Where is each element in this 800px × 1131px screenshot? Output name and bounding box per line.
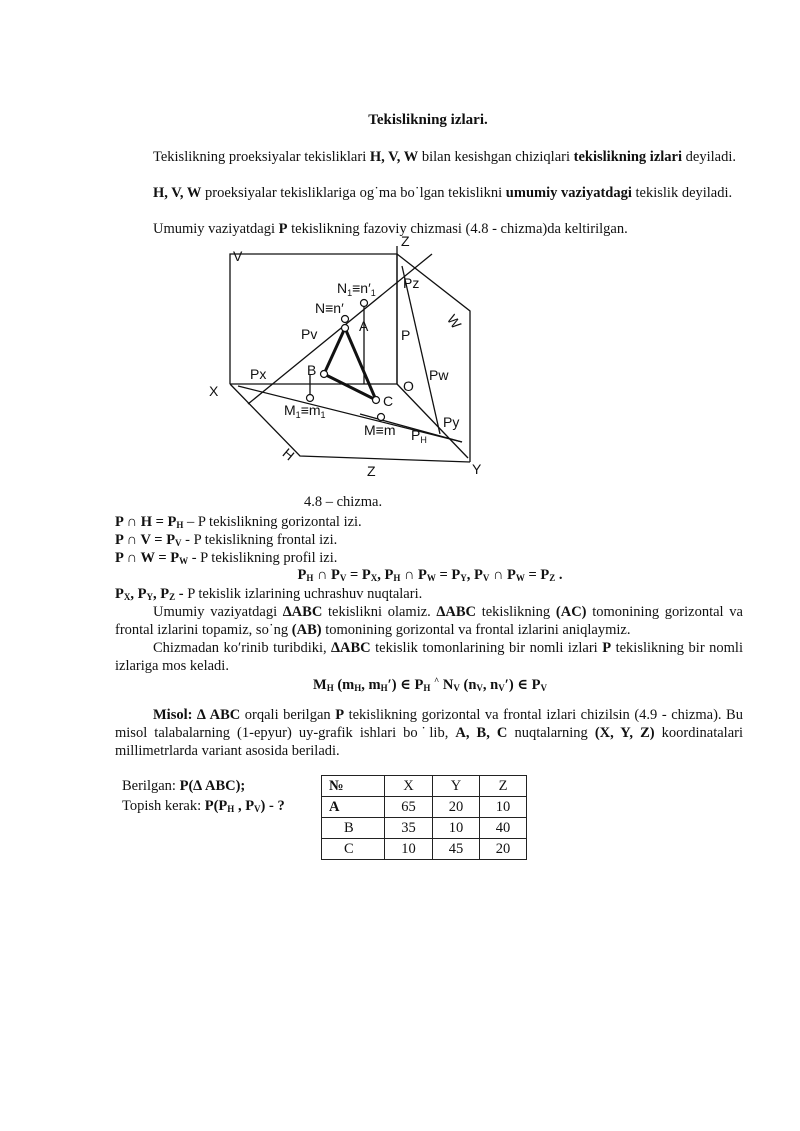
triangle-side-ca [345, 328, 376, 400]
bold-text: (X, Y, Z) [594, 725, 655, 741]
given-block [122, 776, 285, 816]
table-header-cell: Y [433, 776, 480, 797]
definition-horizontal [115, 513, 362, 531]
text: , P [152, 586, 170, 602]
text: koordinatalari millimetrlarda variant asosida beriladi. [115, 725, 743, 759]
bold-text: (AB) [291, 622, 322, 638]
label-c: C [383, 393, 394, 409]
subscript: H [423, 683, 431, 693]
text: tomonining gorizontal va frontal izlarini topamiz, so˙ng [115, 604, 743, 638]
label-n: N≡n′ [315, 300, 344, 316]
point-n [342, 316, 349, 323]
table-row [322, 797, 527, 818]
table-header-cell: № [322, 776, 385, 797]
table-cell: 10 [433, 818, 480, 839]
subscript: V [482, 573, 490, 583]
text: , P [234, 798, 255, 814]
subscript: V [175, 538, 182, 548]
text: tomonining gorizontal va frontal izlarini aniqlaymiz. [321, 622, 631, 638]
subscript: X [123, 592, 131, 602]
table-cell: 10 [480, 797, 527, 818]
table-row [322, 818, 527, 839]
text: N [439, 677, 454, 693]
text: P(P [204, 798, 228, 814]
text: , n [482, 677, 499, 693]
text: = P [524, 567, 550, 583]
text: , P [130, 586, 147, 602]
label-x: X [209, 383, 219, 399]
label-pw: Pw [429, 367, 449, 383]
label-part: H [420, 435, 427, 445]
definition-profile [115, 549, 337, 567]
figure-caption: 4.8 – chizma. [304, 494, 383, 510]
label-pz: Pz [403, 275, 420, 291]
label-m1 [284, 402, 326, 420]
table-cell: 40 [480, 818, 527, 839]
subscript: W [515, 573, 525, 583]
label-part: M [284, 402, 296, 418]
text: tekislik deyiladi. [631, 185, 733, 201]
text: Umumiy vaziyatdagi [153, 221, 279, 237]
subscript: V [254, 804, 261, 814]
text: - P tekislikning frontal izi. [181, 532, 338, 548]
subscript: H [227, 804, 235, 814]
bold-text: ∆ABC [436, 604, 476, 620]
label-part: 1 [370, 288, 376, 298]
bold-text: umumiy vaziyatdagi [505, 185, 632, 201]
bold-text: P [335, 707, 345, 723]
label-h: H [279, 444, 298, 464]
bold-text: P [278, 221, 288, 237]
text: P [115, 586, 124, 602]
text: , P [377, 567, 394, 583]
label-v: V [233, 248, 243, 264]
paragraph-general-position [115, 184, 743, 202]
text: Berilgan: [122, 778, 180, 794]
point-m [378, 414, 385, 421]
find-line [122, 796, 285, 816]
table-cell: 20 [433, 797, 480, 818]
bold-text: ∆ABC [282, 604, 323, 620]
coordinates-table [321, 775, 527, 860]
label-px: Px [250, 366, 267, 382]
text: tekislikning bir nomli izlariga mos keladi. [115, 640, 743, 674]
text: = P [346, 567, 371, 583]
label-pv: Pv [301, 326, 318, 342]
table-cell: 65 [385, 797, 433, 818]
bold-text: A, B, C [455, 725, 508, 741]
given-line [122, 776, 285, 796]
text: P tekislik izlarining uchrashuv nuqtalari. [187, 586, 423, 602]
table-cell: 45 [433, 839, 480, 860]
label-part: 1 [320, 410, 326, 420]
label-part: 1 [295, 410, 301, 420]
point-c [373, 397, 380, 404]
text: ) - ? [260, 798, 285, 814]
table-cell: B [322, 818, 385, 839]
text: . [555, 567, 563, 583]
text: - P tekislikning profil izi. [188, 550, 338, 566]
trace-points-line [115, 585, 422, 603]
definition-frontal [115, 531, 337, 549]
bold-text: P ∩ V = P [115, 532, 176, 548]
subscript: H [380, 683, 388, 693]
table-cell: 10 [385, 839, 433, 860]
subscript: H [354, 683, 362, 693]
subscript: Y [460, 573, 467, 583]
ph-trace [238, 386, 462, 442]
superscript: ^ [434, 676, 440, 686]
table-row [322, 839, 527, 860]
label-py: Py [443, 414, 460, 430]
bold-text: P [602, 640, 612, 656]
subscript: V [540, 683, 547, 693]
text: nuqtalarning [507, 725, 595, 741]
bold-text: Misol: ∆ ABC [153, 707, 241, 723]
table-header-cell: Z [480, 776, 527, 797]
table-cell: 20 [480, 839, 527, 860]
paragraph-example [115, 706, 743, 760]
page-title [0, 112, 800, 129]
paragraph-triangle [115, 603, 743, 639]
formula-line [0, 676, 800, 694]
point-m1 [307, 395, 314, 402]
subscript: H [176, 520, 184, 530]
table-header-cell: X [385, 776, 433, 797]
paragraph-plane-traces [115, 148, 743, 166]
label-o: O [403, 378, 414, 394]
subscript: H [393, 573, 401, 583]
bold-text: H, V, W [369, 149, 419, 165]
subscript: Y [146, 592, 153, 602]
subscript: V [453, 683, 460, 693]
table-header-row [322, 776, 527, 797]
triangle-side-bc [324, 374, 376, 400]
bold-text: ∆ABC [331, 640, 371, 656]
label-m: M≡m [364, 422, 396, 438]
label-part: N [337, 280, 348, 296]
subscript: X [370, 573, 378, 583]
text: orqali berilgan [240, 707, 336, 723]
subscript: Z [549, 573, 556, 583]
text: M [313, 677, 327, 693]
label-a: A [359, 318, 369, 334]
label-part: P [411, 427, 421, 443]
subscript: H [306, 573, 314, 583]
point-n1 [361, 300, 368, 307]
label-z-bottom: Z [367, 463, 376, 479]
trace-intersections [0, 567, 800, 584]
label-part: 1 [347, 288, 353, 298]
subscript: V [476, 683, 483, 693]
text: ∩ P [400, 567, 427, 583]
figure-plane-traces [200, 236, 500, 486]
label-z-top: Z [401, 236, 410, 249]
table-cell: C [322, 839, 385, 860]
text: Umumiy vaziyatdagi [153, 604, 283, 620]
bold-text: P ∩ H = P [115, 514, 177, 530]
text: tekislikning fazoviy chizmasi (4.8 - chizma)da keltirilgan. [287, 221, 628, 237]
triangle-side-ab [324, 328, 345, 374]
text: ′) ∈ P [387, 677, 424, 693]
text: (n [459, 677, 477, 693]
bold-text: P ∩ W = P [115, 550, 180, 566]
text: , m [361, 677, 381, 693]
table-cell: 35 [385, 818, 433, 839]
text: tekislikning gorizontal va frontal izlari chizilsin (4.9 - chizma). Bu misol talabalarning (1-epyur) uy-grafik ishlari bo˙lib, [115, 707, 743, 741]
point-a [342, 325, 349, 332]
label-n1 [337, 280, 376, 298]
title-text: Tekislikning izlari. [368, 112, 488, 128]
bold-text: H, V, W [153, 185, 202, 201]
text: P [297, 567, 307, 583]
text: Chizmadan ko′rinib turibdiki, [153, 640, 332, 656]
text: tekislik tomonlarining bir nomli izlari [370, 640, 603, 656]
subscript: V [498, 683, 505, 693]
text: ′) ∈ P [504, 677, 541, 693]
subscript: H [326, 683, 334, 693]
label-y: Y [472, 461, 482, 477]
text: – P tekislikning gorizontal izi. [183, 514, 362, 530]
text: (m [333, 677, 355, 693]
text: ∩ P [313, 567, 340, 583]
text: bilan kesishgan chiziqlari [418, 149, 574, 165]
text: Tekislikning proeksiyalar tekisliklari [153, 149, 370, 165]
label-p: P [401, 327, 411, 343]
subscript: W [179, 556, 189, 566]
subscript: V [339, 573, 347, 583]
text: = P [435, 567, 461, 583]
paragraph-conclusion [115, 639, 743, 675]
text: deyiladi. [682, 149, 736, 165]
label-b: B [307, 362, 317, 378]
label-part: ≡n′ [352, 280, 371, 296]
label-w: W [443, 311, 465, 332]
label-part: ≡m [300, 402, 321, 418]
bold-text: tekislikning izlari [573, 149, 683, 165]
text: tekislikning [476, 604, 556, 620]
text: Topish kerak: [122, 798, 205, 814]
text: proeksiyalar tekisliklariga og˙ma bo˙lgan tekislikni [201, 185, 506, 201]
text: , P [466, 567, 483, 583]
subscript: W [426, 573, 436, 583]
text: tekislikni olamiz. [322, 604, 437, 620]
table-cell: A [322, 797, 385, 818]
label-ph [411, 427, 427, 445]
subscript: Z [169, 592, 176, 602]
text: - [175, 586, 188, 602]
text: ∩ P [489, 567, 516, 583]
point-b [321, 371, 328, 378]
bold-text: P(∆ ABC); [179, 778, 246, 794]
bold-text: (AC) [555, 604, 587, 620]
